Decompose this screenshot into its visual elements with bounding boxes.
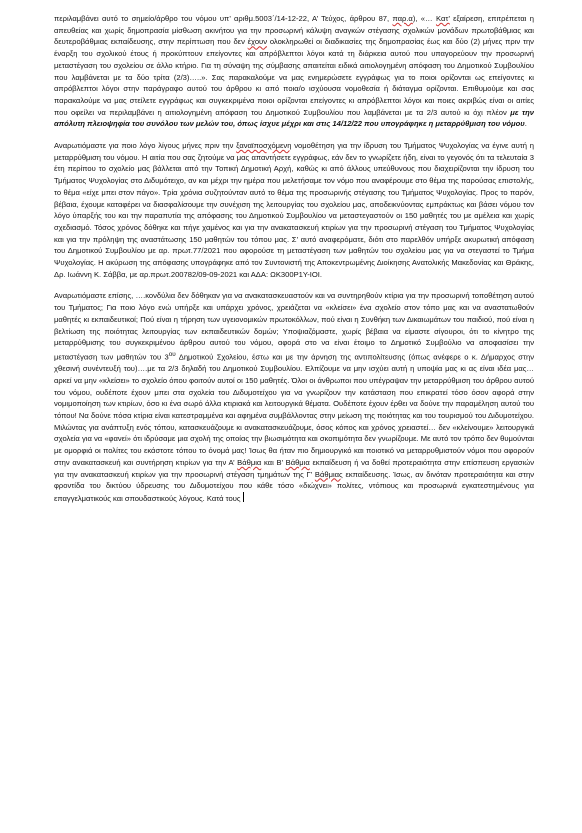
text-run: νομοθέτηση για την ίδρυση του Τμήματος Ψυχολογίας να έγινε αυτή η μεταρρύθμιση του νόμου. Η αιτία που σας ζητούμε να μας απαντήσετε εγγράφως, εάν δεν το γνωρίζετε ήδη, είναι το γεγονός ότι τα τελευταία 3 έτη περίπου το σχολείο μας βάλλεται από την Τοπική Δημοτική Αρχή, καθώς κι από άλλους υπεύθυνους που διαχειρίζονται την ίδρυση του Τμήματος Ψυχολογίας στο Διδυμότειχο, αν και μέχρι την ημέρα που μελετήσαμε τον νόμο που αναφέρουμε στο θέμα της παρούσας επιστολής, το θέμα «είχε μπει στον πάγο». Τρία χρόνια συζητούνταν αυτό το θέμα της προσωρινής στέγασης του Τμήματος Ψυχολογίας. Προς το παρόν, βέβαια, έχουμε καταφέρει να διασφαλίσουμε την συνέχιση της λειτουργίας του σχολείου μας, αποδεικνύοντας εμπράκτως και βάσει νόμου τον λόγο ύπαρξής του και την παραπυτία της απόφασης του Δημοτικού Συμβουλίου να μεταστεγαστούν οι 150 μαθητές του με αμέλεια και χωρίς σχεδιασμό. Τόσος χρόνος δόθηκε και πήγε χαμένος και για την ανακατασκευή κτιρίων για την προσωρινή στέγαση του Τμήματος Ψυχολογίας και για την πρόληψη της αναστάτωσης 150 μαθητών του τόπου μας. Σ’ αυτό αναφερόματε, διότι στο παρελθόν υπήρξε ακυρωτική απόφαση του Δημοτικού Συμβουλίου με αρ. πρωτ.77/2021 που αφορούσε τη μεταστέγαση των μαθητών του σχολείου μας για να στεγαστεί το Τμήμα Ψυχολογίας. Η ακύρωση της απόφασης υπογράφηκε από τον Συντονιστή της Αποκεντρωμένης Διοίκησης Ανατολικής Μακεδονίας και Θράκης, Δρ. Ιωάννη Κ. Σάββα, με αρ.πρωτ.200782/09-09-2021 και ΑΔΑ: ΩΚ300Ρ1Υ-ΙΟΙ. (54, 141, 534, 279)
paragraph-psychology-department (54, 140, 534, 280)
text-run: και Β’ (261, 457, 286, 467)
text-run: εξαίρεση, επιτρέπεται η απευθείας και χωρίς δημοπρασία μίσθωση ακινήτου για την προσωρινή κάλυψη αναγκών στέγασης σχολικών μονάδων πρωτοβάθμιας και δευτεροβάθμιας εκπαίδευσης, στην περίπτωση που δεν (54, 14, 534, 47)
emphasis-text: με την απόλυτη πλειοψηφία του συνόλου των μελών του, όπως ίσχυε μέχρι και στις 14/12/22 που υπογράφηκε η μεταρρύθμιση του νόμου (54, 107, 534, 129)
spellcheck-word: Βάθμια (237, 457, 262, 467)
text-run: εκπαίδευση ή να δοθεί προτεραιότητα στην επίσπευση εργασιών για την ανακατασκευή κτιρίων για την προσωρινή στέγαση τμημάτων της Γ’ (54, 457, 534, 479)
spellcheck-word: Κατ’ (435, 14, 450, 23)
spellcheck-word: έχουν (247, 37, 268, 47)
paragraph-questions (54, 290, 534, 504)
text-run: εκπαίδευσης. Ίσως, αν δινόταν προτεραιότητα και στην φροντίδα του δικτύου ύδρευσης του Διδυμοτείχου που κάθε τόσο «διώχνει» πολίτες, ντόπιους και προσωρινά εγκατεστημένους για επαγγελματικούς και σπουδαστικούς λόγους. Κατά τους (54, 469, 534, 503)
spellcheck-word: Βάθμια (285, 457, 310, 467)
text-run: . (524, 119, 527, 129)
text-run: Δημοτικού Σχολείου, έστω και με την άρνηση της αντιπολίτευσης (όπως ανέφερε ο κ. Δήμαρχος στην χθεσινή συνέντευξή του)….με τα 2/3 δηλαδή του Δημοτικού Συμβουλίου. Ελπίζουμε να μην ισχύει αυτή η υποψία μας κι ας είναι ιδέα μας… αρκεί να μην «κλείσει» το σχολείο όπου φοιτούν αυτοί οι 150 μαθητές. Όλοι οι άνθρωποι που υπέγραψαν την μεταρρύθμιση του άρθρου αυτού του νόμου, ουδέποτε έχουν μπει στα σχολεία του Διδυμοτείχου για να γνωρίζουν την κατάσταση που επικρατεί τόσο όσον αφορά στην νομιμοποίηση των κτιρίων, όσο κι ένα σωρό άλλα κτιριακά και λειτουργικά θέματα. Ουδέποτε έχουν έρθει να δούνε την παραμέληση αυτού του τόπου! Να δούνε πόσα κτίρια είναι κατεστραμμένα και αφημένα συμβάλλοντας στην μείωση της ποιότητας και του τουρισμού του Διδυμοτείχου. Μιλώντας για ανάπτυξη ενός τόπου, κατασκευάζουμε κι ανακατασκευάζουμε, όσος κόπος και χρόνος χρειαστεί… δεν «κλείνουμε» λειτουργικά σχολεία για να «φανεί» ότι ιδρύσαμε μια σχολή της οποίας την βιωσιμότητα και σκοπιμότητα δεν γνωρίζουμε. Με αυτό τον τρόπο δεν θυμούνται με ομορφιά οι πολίτες του εκάστοτε τόπου το όνομά μας! Ίσως θα ήταν πιο δημιουργικό και ποιοτικό να μεταρρυθμιστούν νόμοι που αφορούν στην ανακατασκευή και συντήρηση κτιρίων για την Α’ (54, 352, 534, 467)
spellcheck-word: Βάθμιας (314, 469, 343, 479)
text-run: Αναρωτιόμαστε για ποιο λόγο λίγους μήνες πριν την (54, 141, 237, 151)
text-run: Αναρωτιόμαστε επίσης, ….κονδύλια δεν δόθηκαν για να ανακατασκευαστούν και να συντηρηθούν κτίρια για την προσωρινή τοποθέτηση αυτού του Τμήματος; Για ποιο λόγο ενώ υπήρξε και υπάρχει χρόνος, χρειάζεται να «κλείσει» ένα σχολείο στον τόπο μας και να αναστατωθούν μαθητές κι εκπαιδευτικοί; Πού είναι η τήρηση των υγειονομικών πρωτοκόλλων, πού είναι η Συνθήκη των Δικαιωμάτων του παιδιού, πού είναι η βελτίωση της ποιότητας λειτουργίας των εκπαιδευτικών δομών; Υποψιαζόμαστε, χωρίς βέβαια να είμαστε σίγουροι, ότι το κίνητρο της μεταρρύθμισης του συγκεκριμένου άρθρου αυτού του νόμου, αφορά στο να είναι έτοιμο το Δημοτικό Συμβούλιο να αποφασίσει την μεταστέγαση των μαθητών του 3 (54, 291, 534, 362)
text-run: ου (168, 350, 176, 358)
spellcheck-word: ξαναϊποσχόμενη (236, 141, 292, 151)
paragraph-law-excerpt (54, 13, 534, 130)
document-page (54, 13, 534, 505)
text-cursor (243, 492, 244, 502)
text-run: περιλαμβάνει αυτό το σημείο/άρθρο του νόμου υπ’ αριθμ.5003΄/14-12-22, Α’ Τεύχος, άρθρου 87, (54, 14, 393, 23)
spellcheck-word: παρ.α (392, 14, 413, 23)
text-run: ολοκληρωθεί οι διαδικασίες της δημοπρασίας έως και δύο (2) μήνες πριν την έναρξη του σχολικού έτους ή προκύπτουν επείγοντες και απρόβλεπτοι λόγοι κατά τη διάρκεια αυτού που υπαγορεύουν την προσωρινή μεταστέγαση του σχολείου σε άλλο κτήριο. Για τη σύναψη της σύμβασης απαιτείται ειδικά αιτιολογημένη απόφαση του Δημοτικού Συμβουλίου που λαμβάνεται με τα δύο τρίτα (2/3)…..». Σας παρακαλούμε να μας ενημερώσετε εγγράφως για το ποιοι ορίζονται ως επείγοντες κι απρόβλεπτοι λόγοι στην παράγραφο αυτού του άρθρου κι από ποια/ο ισχύουσα νομοθεσία ή διάταγμα ορίζονται. Επιθυμούμε και σας παρακαλούμε να μας στείλετε εγγράφως και συγκεκριμένα ποιοι ορίζονται επείγοντες κι απρόβλεπτοι λόγοι και ποιες ακριβώς είναι οι αιτίες που οφείλει να περιλαμβάνει η αιτιολογημένη απόφαση του Δημοτικού Συμβουλίου που λαμβάνεται με τα 2/3 αυτού κι όχι πλέον (54, 37, 534, 117)
text-run: ), «… (412, 14, 436, 23)
